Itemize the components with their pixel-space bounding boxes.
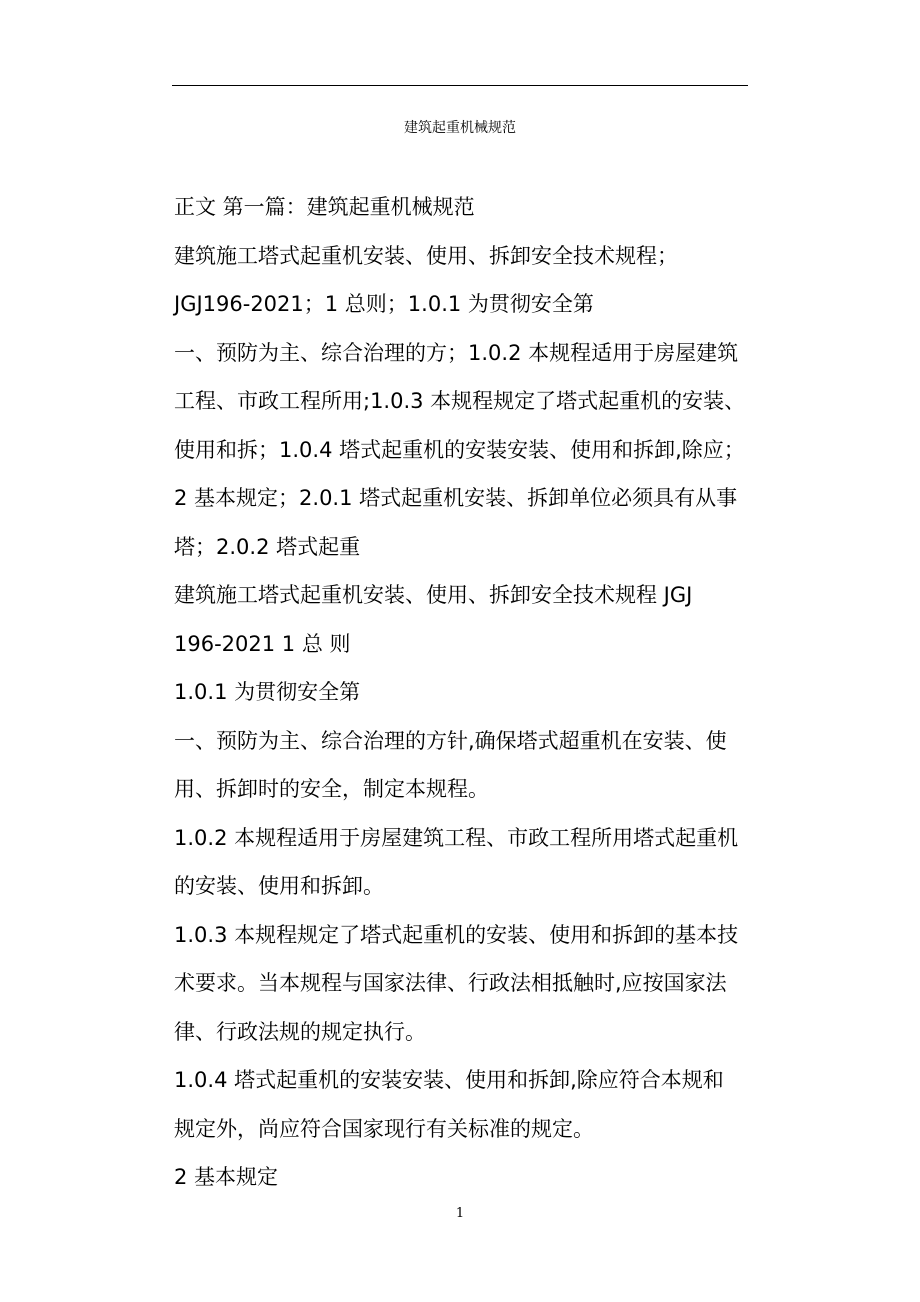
body-line: 建筑施工塔式起重机安装、使用、拆卸安全技术规程 JGJ — [174, 583, 693, 607]
header-rule — [172, 85, 748, 86]
body-line: 规定外，尚应符合国家现行有关标准的规定。 — [174, 1116, 594, 1141]
body-line: 2 基本规定；2.0.1 塔式起重机安装、拆卸单位必须具有从事 — [174, 486, 738, 510]
body-line: 建筑施工塔式起重机安装、使用、拆卸安全技术规程； — [174, 243, 678, 268]
body-line: 196-2021 1 总 则 — [174, 631, 351, 656]
body-line: 塔；2.0.2 塔式起重 — [174, 534, 361, 559]
body-line: 一、预防为主、综合治理的方针,确保塔式超重机在安装、使 — [174, 728, 727, 753]
page-number: 1 — [455, 1206, 465, 1221]
body-line: 术要求。当本规程与国家法律、行政法相抵触时,应按国家法 — [174, 971, 727, 995]
body-line: 2 基本规定 — [174, 1165, 279, 1189]
body-line: 正文 第一篇：建筑起重机械规范 — [174, 195, 475, 219]
body-line: 的安装、使用和拆卸。 — [174, 874, 384, 898]
body-line: 律、行政法规的规定执行。 — [174, 1019, 426, 1044]
body-line: 使用和拆；1.0.4 塔式起重机的安装安装、使用和拆卸,除应； — [174, 437, 745, 462]
body-line: 一、预防为主、综合治理的方；1.0.2 本规程适用于房屋建筑 — [174, 340, 739, 365]
body-line: 1.0.3 本规程规定了塔式起重机的安装、使用和拆卸的基本技 — [174, 922, 739, 947]
body-line: 工程、市政工程所用;1.0.3 本规程规定了塔式起重机的安装、 — [174, 389, 746, 413]
body-line: 1.0.4 塔式起重机的安装安装、使用和拆卸,除应符合本规和 — [174, 1068, 724, 1092]
page-header-title: 建筑起重机械规范 — [404, 120, 516, 136]
body-line: 用、拆卸时的安全，制定本规程。 — [174, 777, 489, 801]
body-line: 1.0.2 本规程适用于房屋建筑工程、市政工程所用塔式起重机 — [174, 825, 739, 850]
body-line: 1.0.1 为贯彻安全第 — [174, 680, 361, 704]
body-line: JGJ196-2021；1 总则；1.0.1 为贯彻安全第 — [174, 292, 594, 316]
document-body — [174, 183, 756, 1202]
